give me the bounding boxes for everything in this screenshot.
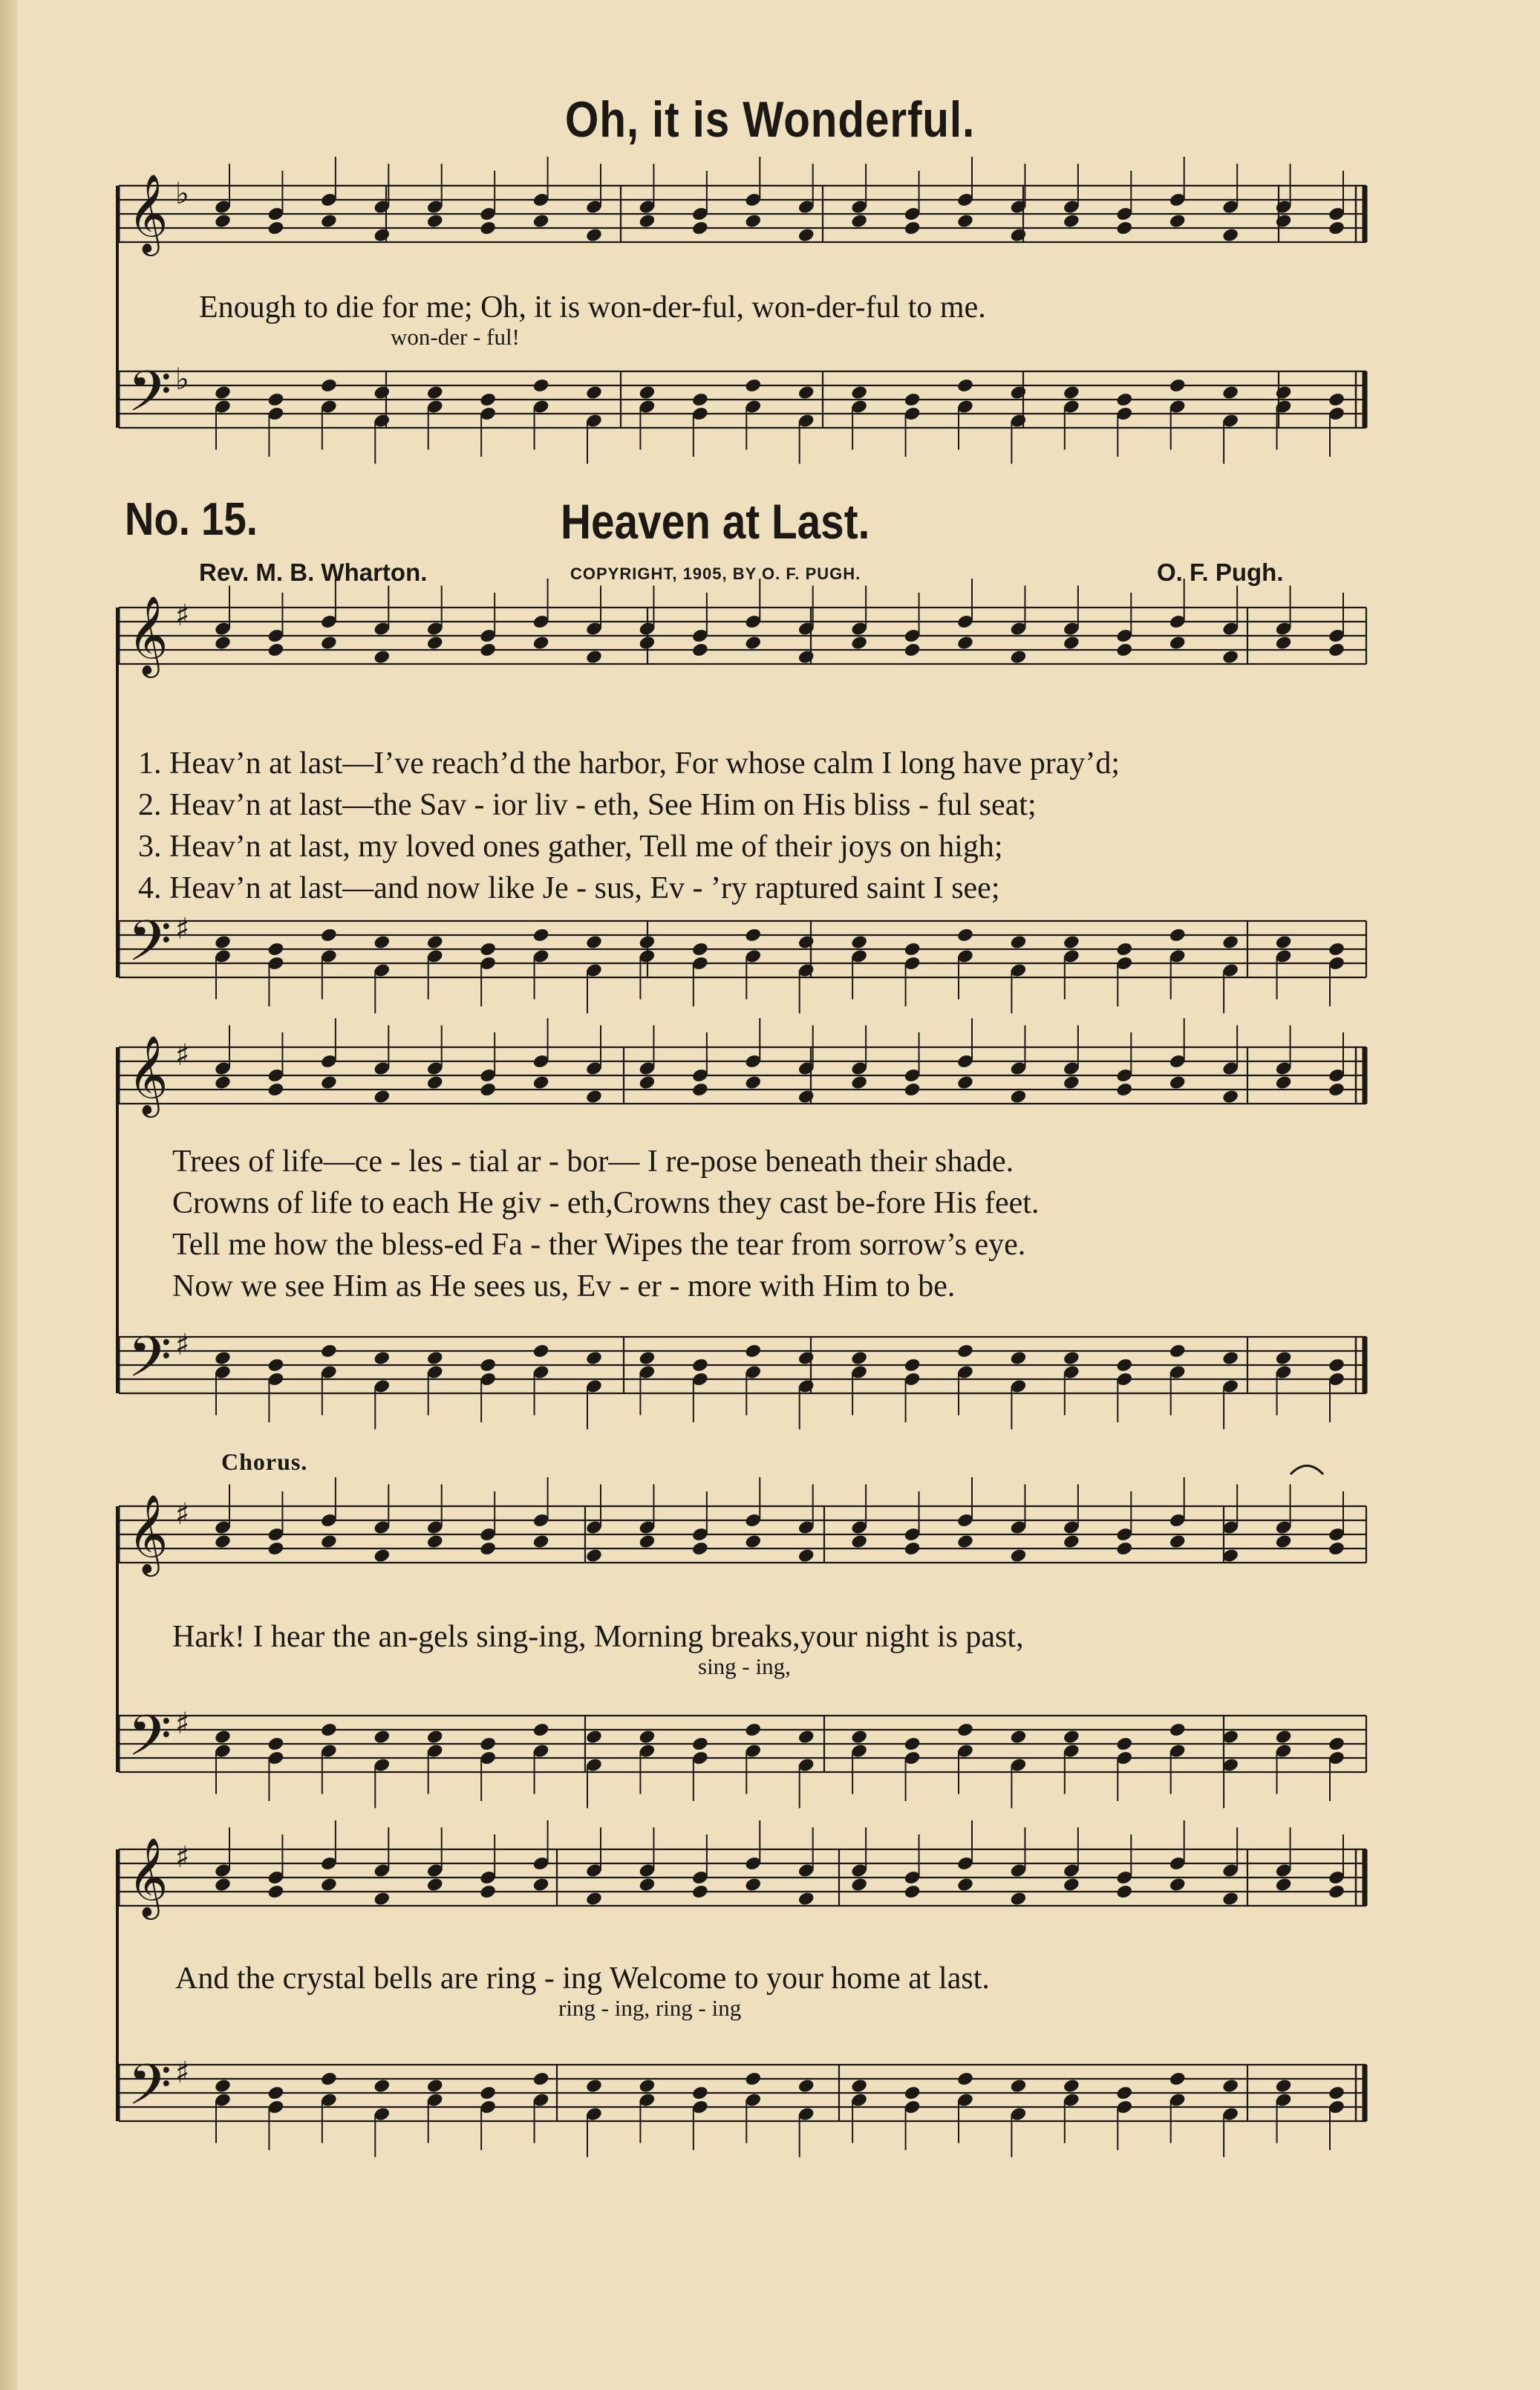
notehead — [1221, 1350, 1239, 1366]
notehead — [691, 220, 709, 235]
bass-clef: 𝄢 — [128, 908, 172, 988]
notehead — [1274, 635, 1292, 651]
notehead — [426, 1075, 444, 1090]
notehead — [1274, 1877, 1292, 1892]
notehead — [797, 385, 815, 400]
notehead — [1063, 1350, 1080, 1366]
notehead — [1169, 377, 1187, 393]
notehead — [850, 1729, 868, 1745]
notehead — [1063, 1877, 1080, 1892]
notehead — [956, 1722, 974, 1737]
treble-clef: 𝄞 — [128, 1837, 169, 1916]
notehead — [797, 1891, 815, 1907]
notehead — [214, 1729, 232, 1745]
notehead — [214, 1075, 232, 1090]
key-signature: ♯ — [175, 1840, 190, 1875]
hymn-author: Rev. M. B. Wharton. — [199, 559, 428, 586]
notehead — [903, 1883, 921, 1899]
notehead — [797, 2078, 815, 2094]
notehead — [1009, 1729, 1027, 1745]
notehead — [532, 635, 549, 651]
notehead — [1328, 220, 1345, 235]
treble-clef: 𝄞 — [128, 1494, 169, 1573]
notehead — [744, 1343, 762, 1358]
bass-clef: 𝄢 — [128, 2052, 172, 2132]
notehead — [1169, 1534, 1187, 1549]
notehead — [267, 1736, 284, 1751]
notehead — [956, 377, 974, 393]
notehead — [1221, 649, 1239, 665]
notehead — [797, 934, 815, 950]
bass-clef: 𝄢 — [128, 1703, 172, 1782]
verse-1-line-2: Trees of life—ce - les - tial ar - bor— I re-pose beneath their shade. — [172, 1144, 1014, 1179]
notehead — [1169, 1877, 1187, 1892]
notehead — [1328, 941, 1345, 957]
notehead — [691, 1883, 709, 1899]
notehead — [214, 635, 232, 651]
notehead — [1115, 1081, 1133, 1097]
key-signature: ♯ — [175, 2056, 190, 2090]
notehead — [638, 385, 656, 400]
key-signature: ♯ — [175, 1707, 190, 1741]
notehead — [1328, 391, 1345, 407]
notehead — [956, 1343, 974, 1358]
bass-clef: 𝄢 — [128, 359, 172, 438]
notehead — [1009, 1350, 1027, 1366]
notehead — [585, 1891, 603, 1907]
notehead — [532, 927, 549, 942]
notehead — [638, 1877, 656, 1892]
notehead — [638, 1534, 656, 1549]
notehead — [1328, 642, 1345, 657]
fermata — [1291, 1466, 1323, 1475]
notehead — [373, 1891, 391, 1907]
notehead — [426, 635, 444, 651]
notehead — [638, 2078, 656, 2094]
notehead — [1221, 1891, 1239, 1907]
notehead — [797, 649, 815, 665]
notehead — [956, 635, 974, 651]
notehead — [638, 635, 656, 651]
notehead — [585, 2078, 603, 2094]
notehead — [691, 391, 709, 407]
notehead — [797, 1548, 815, 1563]
notehead — [1169, 1075, 1187, 1090]
notehead — [214, 934, 232, 950]
verse-4-line-2: Now we see Him as He sees us, Ev - er - more with Him to be. — [172, 1269, 956, 1303]
notehead — [426, 934, 444, 950]
notehead — [1063, 635, 1080, 651]
bass-clef: 𝄢 — [128, 1324, 172, 1404]
verse-1-line-1: 1. Heav’n at last—I’ve reach’d the harbor, For whose calm I long have pray’d; — [138, 746, 1120, 781]
notehead — [1009, 1891, 1027, 1907]
notehead — [267, 1081, 284, 1097]
notehead — [479, 1081, 497, 1097]
notehead — [903, 941, 921, 957]
notehead — [691, 1540, 709, 1556]
notehead — [532, 213, 549, 229]
notehead — [1009, 227, 1027, 243]
notehead — [1328, 2085, 1345, 2100]
notehead — [479, 1357, 497, 1373]
chorus-line-2: And the crystal bells are ring - ing Welcome to your home at last. — [175, 1961, 990, 1996]
notehead — [1063, 934, 1080, 950]
notehead — [903, 1081, 921, 1097]
notehead — [1169, 927, 1187, 942]
notehead — [903, 642, 921, 657]
notehead — [1169, 213, 1187, 229]
notehead — [267, 1883, 284, 1899]
notehead — [214, 1350, 232, 1366]
notehead — [373, 1548, 391, 1563]
key-signature: ♯ — [175, 1038, 190, 1072]
notehead — [320, 2071, 338, 2086]
notehead — [426, 1534, 444, 1549]
notehead — [691, 1736, 709, 1751]
notehead — [585, 934, 603, 950]
notehead — [1009, 1548, 1027, 1563]
notehead — [532, 1877, 549, 1892]
notehead — [850, 1350, 868, 1366]
previous-hymn-title: Oh, it is Wonderful. — [564, 91, 976, 148]
notehead — [1063, 1075, 1080, 1090]
notehead — [267, 391, 284, 407]
chorus-echo-1: sing - ing, — [698, 1653, 791, 1679]
key-signature: ♯ — [175, 1328, 190, 1362]
notehead — [850, 1877, 868, 1892]
notehead — [479, 642, 497, 657]
notehead — [797, 1729, 815, 1745]
notehead — [903, 1736, 921, 1751]
notehead — [956, 1534, 974, 1549]
notehead — [744, 1722, 762, 1737]
notehead — [1328, 1081, 1345, 1097]
notehead — [585, 1729, 603, 1745]
notehead — [850, 2078, 868, 2094]
notehead — [903, 1540, 921, 1556]
notehead — [1063, 385, 1080, 400]
notehead — [1115, 220, 1133, 235]
notehead — [744, 927, 762, 942]
notehead — [638, 1350, 656, 1366]
notehead — [1274, 934, 1292, 950]
notehead — [373, 649, 391, 665]
notehead — [320, 1722, 338, 1737]
notehead — [1274, 385, 1292, 400]
notehead — [744, 213, 762, 229]
notehead — [1169, 1343, 1187, 1358]
notehead — [1169, 2071, 1187, 2086]
notehead — [320, 377, 338, 393]
treble-clef: 𝄞 — [128, 173, 169, 253]
verse-3-line-1: 3. Heav’n at last, my loved ones gather, Tell me of their joys on high; — [138, 830, 1003, 864]
notehead — [320, 1343, 338, 1358]
treble-clef: 𝄞 — [128, 1035, 169, 1114]
notehead — [479, 220, 497, 235]
notehead — [1221, 227, 1239, 243]
notehead — [320, 927, 338, 942]
hymn-copyright: COPYRIGHT, 1905, BY O. F. PUGH. — [570, 564, 861, 583]
notehead — [1328, 1540, 1345, 1556]
notehead — [214, 2078, 232, 2094]
notehead — [1328, 1883, 1345, 1899]
notehead — [744, 377, 762, 393]
notehead — [903, 220, 921, 235]
notehead — [373, 385, 391, 400]
notehead — [426, 2078, 444, 2094]
notehead — [585, 385, 603, 400]
notehead — [691, 2085, 709, 2100]
previous-hymn-echo: won-der - ful! — [391, 324, 520, 350]
notehead — [1009, 2078, 1027, 2094]
notehead — [1115, 1883, 1133, 1899]
notehead — [267, 2085, 284, 2100]
notehead — [744, 1534, 762, 1549]
verse-2-line-2: Crowns of life to each He giv - eth,Crowns they cast be-fore His feet. — [172, 1186, 1040, 1220]
notehead — [532, 1534, 549, 1549]
notehead — [1115, 941, 1133, 957]
notehead — [532, 1722, 549, 1737]
notehead — [850, 213, 868, 229]
verse-3-line-2: Tell me how the bless-ed Fa - ther Wipes the tear from sorrow’s eye. — [172, 1228, 1026, 1262]
notehead — [1063, 1534, 1080, 1549]
notehead — [1274, 1729, 1292, 1745]
notehead — [214, 213, 232, 229]
notehead — [214, 385, 232, 400]
notehead — [479, 391, 497, 407]
notehead — [1009, 934, 1027, 950]
notehead — [426, 213, 444, 229]
notehead — [479, 1736, 497, 1751]
notehead — [1115, 1357, 1133, 1373]
notehead — [267, 220, 284, 235]
notehead — [426, 1877, 444, 1892]
key-signature: ♯ — [175, 912, 190, 946]
notehead — [744, 2071, 762, 2086]
notehead — [638, 934, 656, 950]
notehead — [1115, 1540, 1133, 1556]
notehead — [1274, 1534, 1292, 1549]
notehead — [1274, 213, 1292, 229]
notehead — [797, 1350, 815, 1366]
hymn-composer: O. F. Pugh. — [1157, 559, 1284, 586]
hymn-number: No. 15. — [125, 494, 258, 545]
notehead — [850, 1075, 868, 1090]
notehead — [691, 1357, 709, 1373]
notehead — [903, 2085, 921, 2100]
notehead — [956, 1877, 974, 1892]
verse-4-line-1: 4. Heav’n at last—and now like Je - sus, Ev - ’ry raptured saint I see; — [138, 871, 1000, 905]
notehead — [479, 2085, 497, 2100]
notehead — [1221, 2078, 1239, 2094]
notehead — [1009, 1089, 1027, 1104]
notehead — [532, 2071, 549, 2086]
notehead — [267, 1357, 284, 1373]
hymn-title: Heaven at Last. — [561, 494, 870, 549]
notehead — [373, 2078, 391, 2094]
notehead — [373, 1350, 391, 1366]
notehead — [267, 642, 284, 657]
notehead — [1063, 213, 1080, 229]
notehead — [1221, 385, 1239, 400]
key-signature: ♯ — [175, 1497, 190, 1531]
notehead — [1169, 635, 1187, 651]
notehead — [1274, 2078, 1292, 2094]
notehead — [638, 1075, 656, 1090]
notehead — [320, 635, 338, 651]
previous-hymn-lyric: Enough to die for me; Oh, it is won-der-ful, won-der-ful to me. — [199, 290, 986, 325]
notehead — [585, 649, 603, 665]
notehead — [1115, 391, 1133, 407]
notehead — [638, 213, 656, 229]
notehead — [479, 1540, 497, 1556]
notehead — [373, 1729, 391, 1745]
notehead — [1328, 1357, 1345, 1373]
notehead — [744, 1075, 762, 1090]
notehead — [373, 1089, 391, 1104]
notehead — [1115, 642, 1133, 657]
notehead — [373, 934, 391, 950]
notehead — [1274, 1075, 1292, 1090]
notehead — [532, 377, 549, 393]
notehead — [585, 1350, 603, 1366]
notehead — [850, 635, 868, 651]
treble-clef: 𝄞 — [128, 595, 169, 674]
notehead — [479, 1883, 497, 1899]
notehead — [532, 1343, 549, 1358]
notehead — [214, 1877, 232, 1892]
notehead — [956, 1075, 974, 1090]
notehead — [585, 1548, 603, 1563]
notehead — [1009, 385, 1027, 400]
notehead — [850, 385, 868, 400]
key-signature: ♭ — [175, 177, 189, 211]
key-signature: ♯ — [175, 599, 190, 633]
notehead — [320, 1877, 338, 1892]
notehead — [320, 1534, 338, 1549]
notehead — [638, 1729, 656, 1745]
notehead — [1221, 1089, 1239, 1104]
notehead — [797, 1089, 815, 1104]
notehead — [1169, 1722, 1187, 1737]
notehead — [532, 1075, 549, 1090]
notehead — [1115, 1736, 1133, 1751]
notehead — [691, 642, 709, 657]
notehead — [320, 1075, 338, 1090]
notehead — [1274, 1350, 1292, 1366]
notehead — [426, 385, 444, 400]
notehead — [956, 927, 974, 942]
verse-2-line-1: 2. Heav’n at last—the Sav - ior liv - eth, See Him on His bliss - ful seat; — [138, 788, 1037, 822]
chorus-label: Chorus. — [221, 1448, 308, 1475]
notehead — [956, 2071, 974, 2086]
chorus-echo-2: ring - ing, ring - ing — [558, 1995, 742, 2021]
notehead — [1328, 1736, 1345, 1751]
notehead — [691, 1081, 709, 1097]
notehead — [903, 391, 921, 407]
notehead — [426, 1729, 444, 1745]
notehead — [214, 1534, 232, 1549]
notehead — [1009, 649, 1027, 665]
chorus-line-1: Hark! I hear the an-gels sing-ing, Morning breaks,your night is past, — [172, 1620, 1024, 1654]
notehead — [585, 1089, 603, 1104]
notehead — [373, 227, 391, 243]
notehead — [850, 934, 868, 950]
notehead — [1063, 2078, 1080, 2094]
notehead — [267, 941, 284, 957]
notehead — [479, 941, 497, 957]
notehead — [744, 635, 762, 651]
notehead — [903, 1357, 921, 1373]
notehead — [320, 213, 338, 229]
notehead — [426, 1350, 444, 1366]
notehead — [585, 227, 603, 243]
notehead — [1115, 2085, 1133, 2100]
notehead — [1063, 1729, 1080, 1745]
notehead — [797, 227, 815, 243]
notehead — [956, 213, 974, 229]
notehead — [267, 1540, 284, 1556]
notehead — [744, 1877, 762, 1892]
key-signature: ♭ — [175, 362, 189, 397]
notehead — [850, 1534, 868, 1549]
notehead — [691, 941, 709, 957]
notehead — [1221, 934, 1239, 950]
